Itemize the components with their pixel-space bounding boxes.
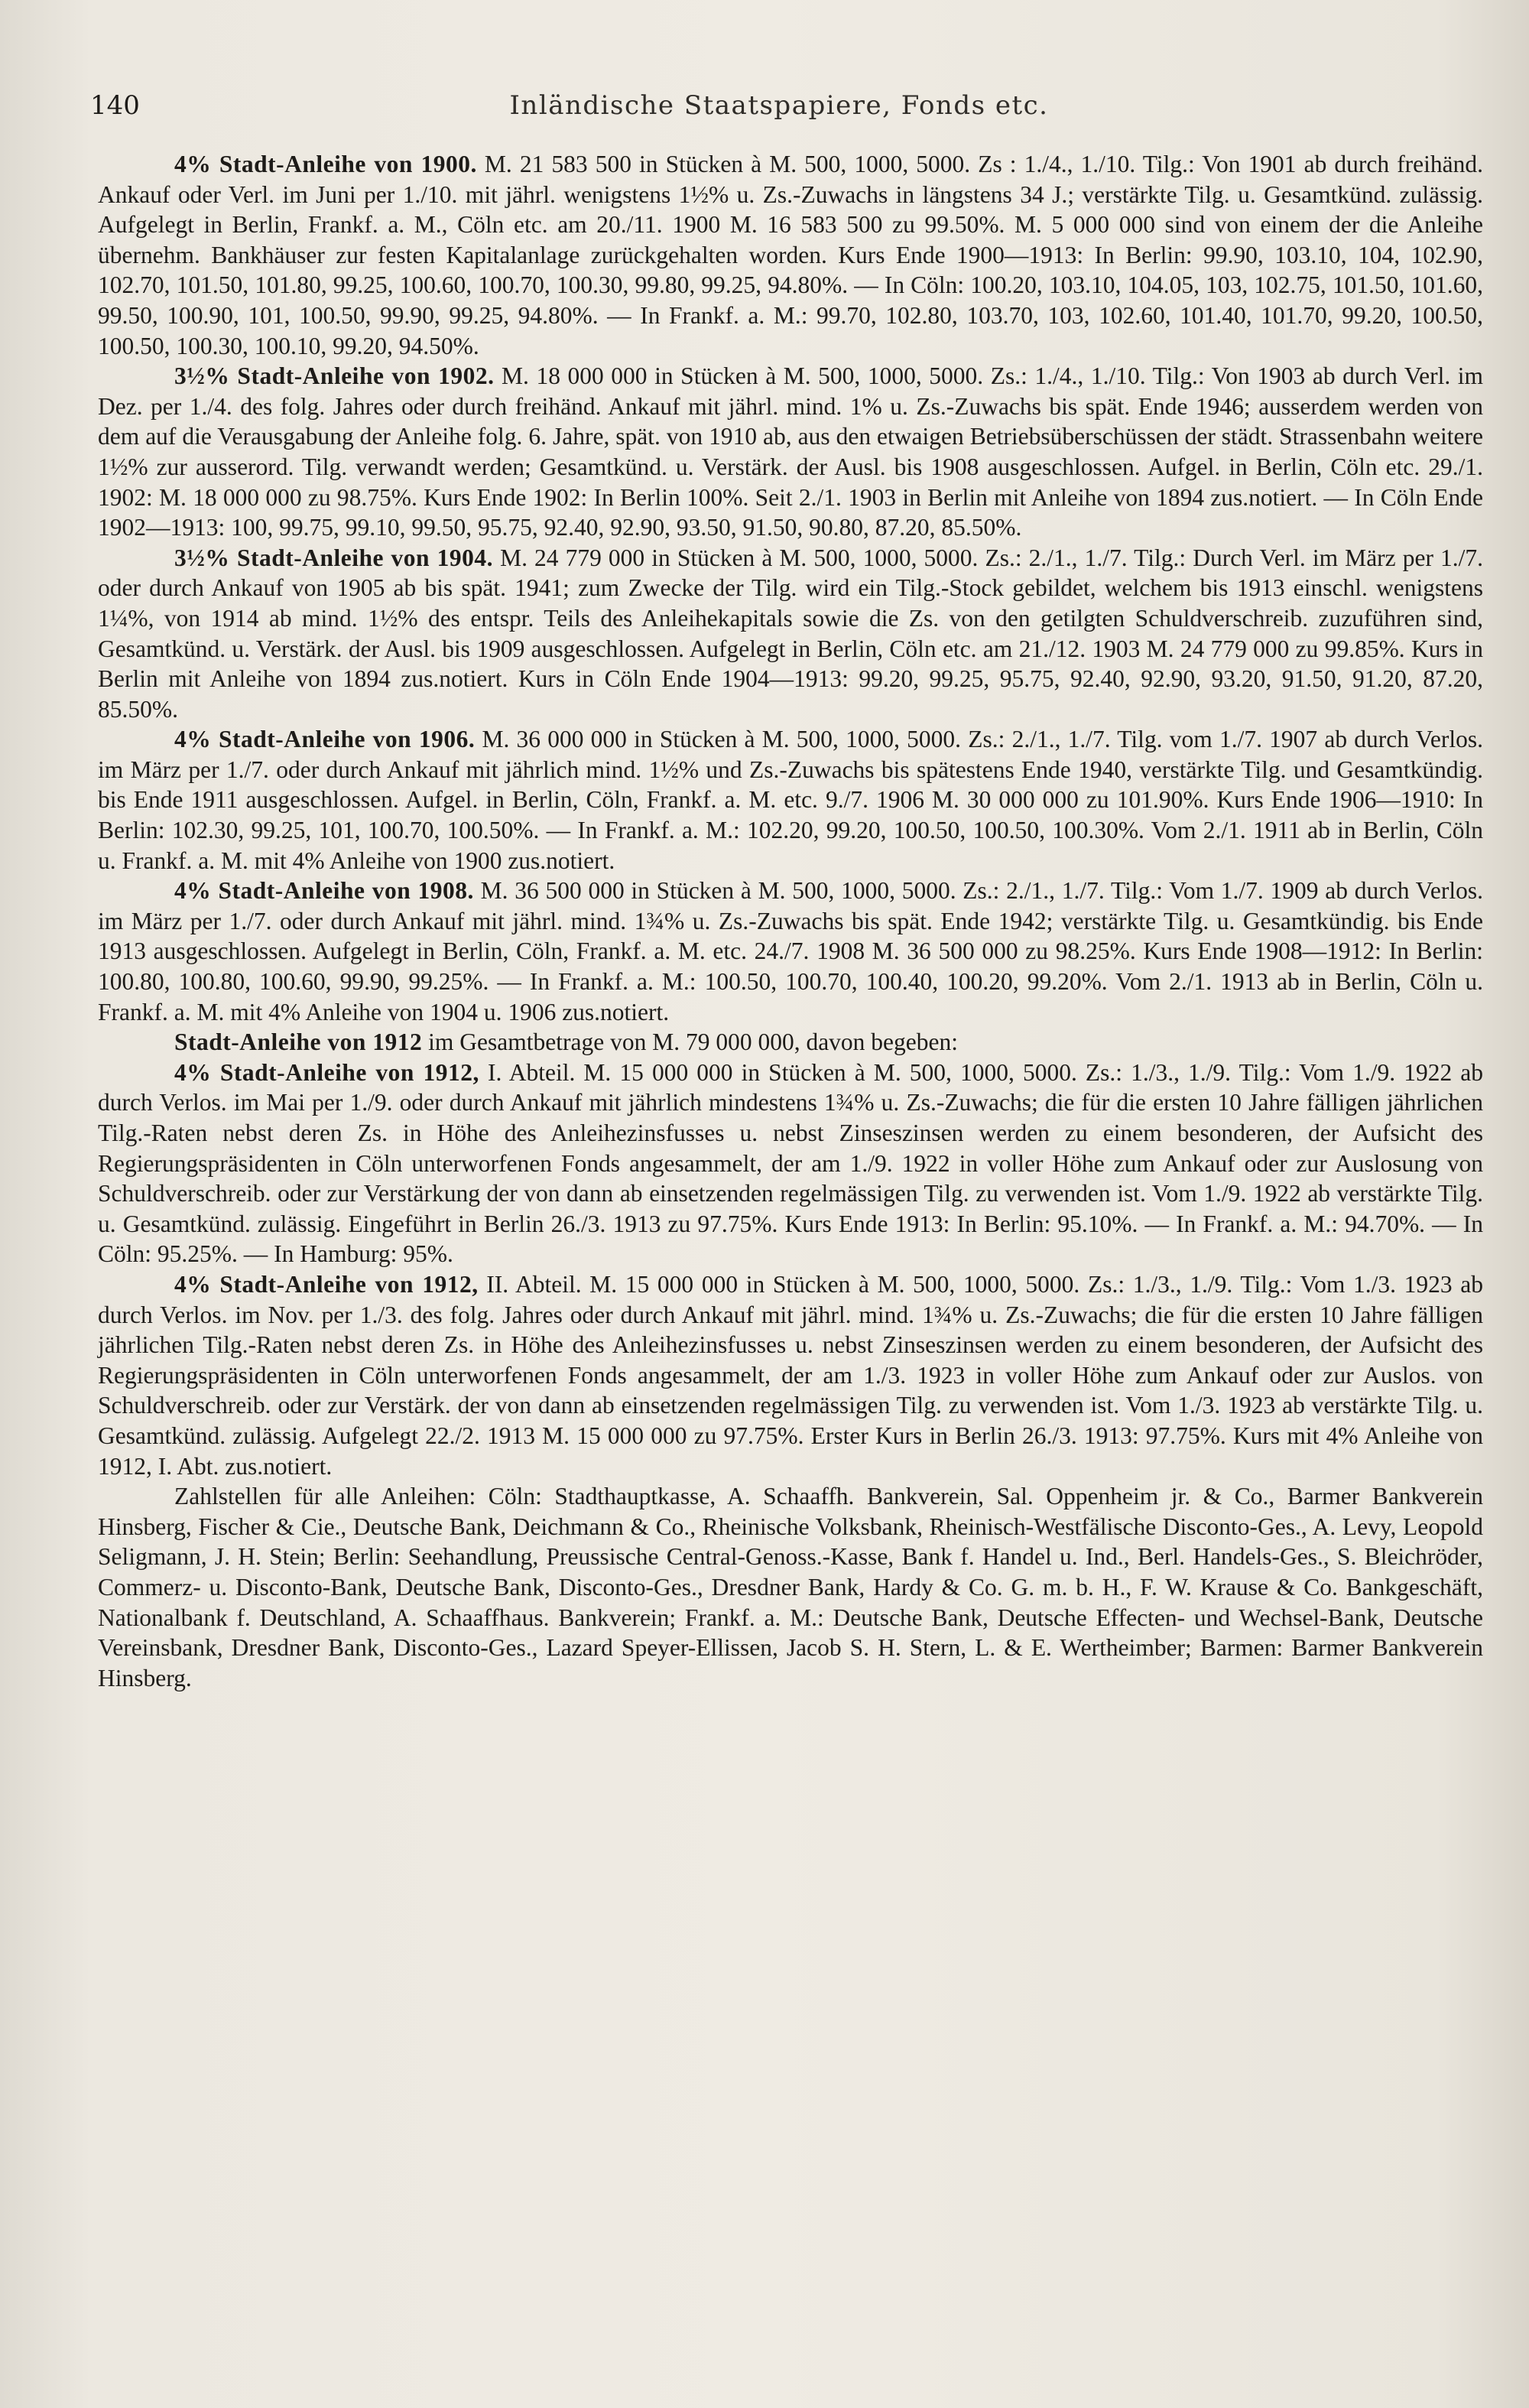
entry-1900 — [98, 149, 1483, 361]
entry-1906 — [98, 724, 1483, 876]
entry-heading: 3½% Stadt-Anleihe von 1902. — [174, 362, 495, 390]
entry-1902 — [98, 361, 1483, 543]
entry-1912-abteil-2 — [98, 1269, 1483, 1481]
entry-text: M. 21 583 500 in Stücken à M. 500, 1000, 5000. Zs : 1./4., 1./10. Tilg.: Von 1901 ab durch freihänd. Ankauf oder Verl. im Juni per 1./10. mit jährl. wenigstens 1½% u. Zs.-Zuwachs in längstens 34 J.; verstärkte Tilg. u. Gesamtkünd. zulässig. Aufgelegt in Berlin, Frankf. a. M., Cöln etc. am 20./11. 1900 M. 16 583 500 zu 99.50%. M. 5 000 000 sind von einem der die Anleihe übernehm. Bankhäuser zur festen Kapitalanlage zurückgehalten worden. Kurs Ende 1900—1913: In Berlin: 99.90, 103.10, 104, 102.90, 102.70, 101.50, 101.80, 99.25, 100.60, 100.70, 100.30, 99.80, 99.25, 94.80%. — In Cöln: 100.20, 103.10, 104.05, 103, 102.75, 101.50, 101.60, 99.50, 100.90, 101, 100.50, 99.90, 99.25, 94.80%. — In Frankf. a. M.: 99.70, 102.80, 103.70, 103, 102.60, 101.40, 101.70, 99.20, 100.50, 100.50, 100.30, 100.10, 99.20, 94.50%. — [98, 151, 1484, 359]
entry-1912-abteil-1 — [98, 1058, 1483, 1269]
entry-text: I. Abteil. M. 15 000 000 in Stücken à M. 500, 1000, 5000. Zs.: 1./3., 1./9. Tilg.: Vom 1./9. 1922 ab durch Verlos. im Mai per 1./9. oder durch Ankauf mit jährlich mindestens 1¾% u. Zs.-Zuwachs; die für die ersten 10 Jahre fälligen jährlichen Tilg.-Raten nebst deren Zs. in Höhe des Anleihezinsfusses u. nebst Zinseszinsen werden zu einem besonderen, der Aufsicht des Regierungspräsidenten in Cöln unterworfenen Fonds angesammelt, der am 1./9. 1922 in voller Höhe zum Ankauf oder zur Auslosung von Schuldverschreib. oder zur Verstärkung der von dann ab einsetzenden regelmässigen Tilg. zu verwenden ist. Vom 1./9. 1922 ab verstärkte Tilg. u. Gesamtkünd. zulässig. Eingeführt in Berlin 26./3. 1913 zu 97.75%. Kurs Ende 1913: In Berlin: 95.10%. — In Frankf. a. M.: 94.70%. — In Cöln: 95.25%. — In Hamburg: 95%. — [98, 1058, 1484, 1268]
entry-1904 — [98, 543, 1483, 725]
entry-text: M. 36 500 000 in Stücken à M. 500, 1000, 5000. Zs.: 2./1., 1./7. Tilg.: Vom 1./7. 1909 ab durch Verlos. im März per 1./7. oder durch Ankauf mit jährl. mind. 1¾% u. Zs.-Zuwachs bis spät. Ende 1942; verstärkte Tilg. u. Gesamtkündig. bis Ende 1913 ausgeschlossen. Aufgelegt in Berlin, Cöln, Frankf. a. M. etc. 24./7. 1908 M. 36 500 000 zu 98.25%. Kurs Ende 1908—1912: In Berlin: 100.80, 100.80, 100.60, 99.90, 99.25%. — In Frankf. a. M.: 100.50, 100.70, 100.40, 100.20, 99.20%. Vom 2./1. 1913 ab in Berlin, Cöln u. Frankf. a. M. mit 4% Anleihe von 1904 u. 1906 zus.notiert. — [98, 877, 1483, 1025]
paying-agents: Zahlstellen für alle Anleihen: Cöln: Stadthauptkasse, A. Schaaffh. Bankverein, Sal. Oppenheim jr. & Co., Barmer Bankverein Hinsberg, Fischer & Cie., Deutsche Bank, Deichmann & Co., Rheinische Volksbank, Rheinisch-Westfälische Disconto-Ges., A. Levy, Leopold Seligmann, J. H. Stein; Berlin: Seehandlung, Preussische Central-Genoss.-Kasse, Bank f. Handel u. Ind., Berl. Handels-Ges., S. Bleichröder, Commerz- u. Disconto-Bank, Deutsche Bank, Disconto-Ges., Dresdner Bank, Hardy & Co. G. m. b. H., F. W. Krause & Co. Bankgeschäft, Nationalbank f. Deutschland, A. Schaaffhaus. Bankverein; Frankf. a. M.: Deutsche Bank, Deutsche Effecten- und Wechsel-Bank, Deutsche Vereinsbank, Dresdner Bank, Disconto-Ges., Lazard Speyer-Ellissen, Jacob S. H. Stern, L. & E. Wertheimber; Barmen: Barmer Bankverein Hinsberg. — [98, 1483, 1483, 1691]
page-number: 140 — [90, 90, 140, 121]
entry-text: II. Abteil. M. 15 000 000 in Stücken à M. 500, 1000, 5000. Zs.: 1./3., 1./9. Tilg.: Vom 1./3. 1923 ab durch Verlos. im Nov. per 1./3. des folg. Jahres oder durch Ankauf mit jährl. mind. 1¾% u. Zs.-Zuwachs; die für die ersten 10 Jahre fälligen jährlichen Tilg.-Raten nebst deren Zs. in Höhe des Anleihezinsfusses u. nebst Zinseszinsen werden zu einem besonderen, der Aufsicht des Regierungspräsidenten in Cöln unterworfenen Fonds angesammelt, der am 1./3. 1923 in voller Höhe zum Ankauf oder zur Auslos. von Schuldverschreib. oder zur Verstärk. der von dann ab einsetzenden regelmässigen Tilg. zu verwenden ist. Vom 1./3. 1923 ab verstärkte Tilg. u. Gesamtkünd. zulässig. Aufgelegt 22./2. 1913 M. 15 000 000 zu 97.75%. Erster Kurs in Berlin 26./3. 1913: 97.75%. Kurs mit 4% Anleihe von 1912, I. Abt. zus.notiert. — [98, 1270, 1484, 1480]
running-head — [90, 83, 1468, 128]
entry-heading: 4% Stadt-Anleihe von 1900. — [174, 151, 477, 177]
entry-heading: 4% Stadt-Anleihe von 1912, — [174, 1058, 479, 1086]
entry-text: im Gesamtbetrage von M. 79 000 000, davon begeben: — [428, 1029, 959, 1056]
entry-1912-intro — [98, 1027, 1483, 1058]
entry-text: M. 36 000 000 in Stücken à M. 500, 1000, 5000. Zs.: 2./1., 1./7. Tilg. vom 1./7. 1907 ab durch Verlos. im März per 1./7. oder durch Ankauf mit jährlich mind. 1½% und Zs.-Zuwachs bis spätestens Ende 1940, verstärkte Tilg. und Gesamtkündig. bis Ende 1911 ausgeschlossen. Aufgel. in Berlin, Cöln, Frankf. a. M. etc. 9./7. 1906 M. 30 000 000 zu 101.90%. Kurs Ende 1906—1910: In Berlin: 102.30, 99.25, 101, 100.70, 100.50%. — In Frankf. a. M.: 102.20, 99.20, 100.50, 100.50, 100.30%. Vom 2./1. 1911 ab in Berlin, Cöln u. Frankf. a. M. mit 4% Anleihe von 1900 zus.notiert. — [98, 726, 1483, 874]
entry-text: M. 24 779 000 in Stücken à M. 500, 1000, 5000. Zs.: 2./1., 1./7. Tilg.: Durch Verl. im März per 1./7. oder durch Ankauf von 1905 ab bis spät. 1941; zum Zwecke der Tilg. wird ein Tilg.-Stock gebildet, welchem bis 1913 einschl. wenigstens 1¼%, von 1914 ab mind. 1½% des entspr. Teils des Anleihekapitals sowie die Zs. von den getilgten Schuldverschreib. zuzuführen sind, Gesamtkünd. u. Verstärk. der Ausl. bis 1909 ausgeschlossen. Aufgelegt in Berlin, Cöln etc. am 21./12. 1903 M. 24 779 000 zu 99.85%. Kurs in Berlin mit Anleihe von 1894 zus.notiert. Kurs in Cöln Ende 1904—1913: 99.20, 99.25, 95.75, 92.40, 92.90, 93.20, 91.50, 91.20, 87.20, 85.50%. — [98, 544, 1484, 723]
entry-heading: 4% Stadt-Anleihe von 1906. — [174, 726, 476, 753]
entry-heading: 4% Stadt-Anleihe von 1912, — [174, 1270, 479, 1298]
entry-1908 — [98, 876, 1483, 1027]
body-text — [98, 149, 1483, 1693]
header-title: Inländische Staatspapiere, Fonds etc. — [509, 90, 1049, 121]
entry-heading: 4% Stadt-Anleihe von 1908. — [174, 877, 474, 905]
entry-heading: Stadt-Anleihe von 1912 — [174, 1029, 423, 1056]
entry-text: M. 18 000 000 in Stücken à M. 500, 1000, 5000. Zs.: 1./4., 1./10. Tilg.: Von 1903 ab durch Verl. im Dez. per 1./4. des folg. Jahres oder durch freihänd. Ankauf mit jährl. mind. 1% u. Zs.-Zuwachs bis spät. Ende 1946; ausserdem werden von dem auf die Verausgabung der Anleihe folg. 6. Jahre, spät. von 1910 ab, aus den etwaigen Betriebsüberschüssen der städt. Strassenbahn weitere 1½% zur ausserord. Tilg. verwandt werden; Gesamtkünd. u. Verstärk. der Ausl. bis 1908 ausgeschlossen. Aufgel. in Berlin, Cöln etc. 29./1. 1902: M. 18 000 000 zu 98.75%. Kurs Ende 1902: In Berlin 100%. Seit 2./1. 1903 in Berlin mit Anleihe von 1894 zus.notiert. — In Cöln Ende 1902—1913: 100, 99.75, 99.10, 99.50, 95.75, 92.40, 92.90, 93.50, 91.50, 90.80, 87.20, 85.50%. — [98, 362, 1484, 541]
entry-heading: 3½% Stadt-Anleihe von 1904. — [174, 544, 493, 571]
